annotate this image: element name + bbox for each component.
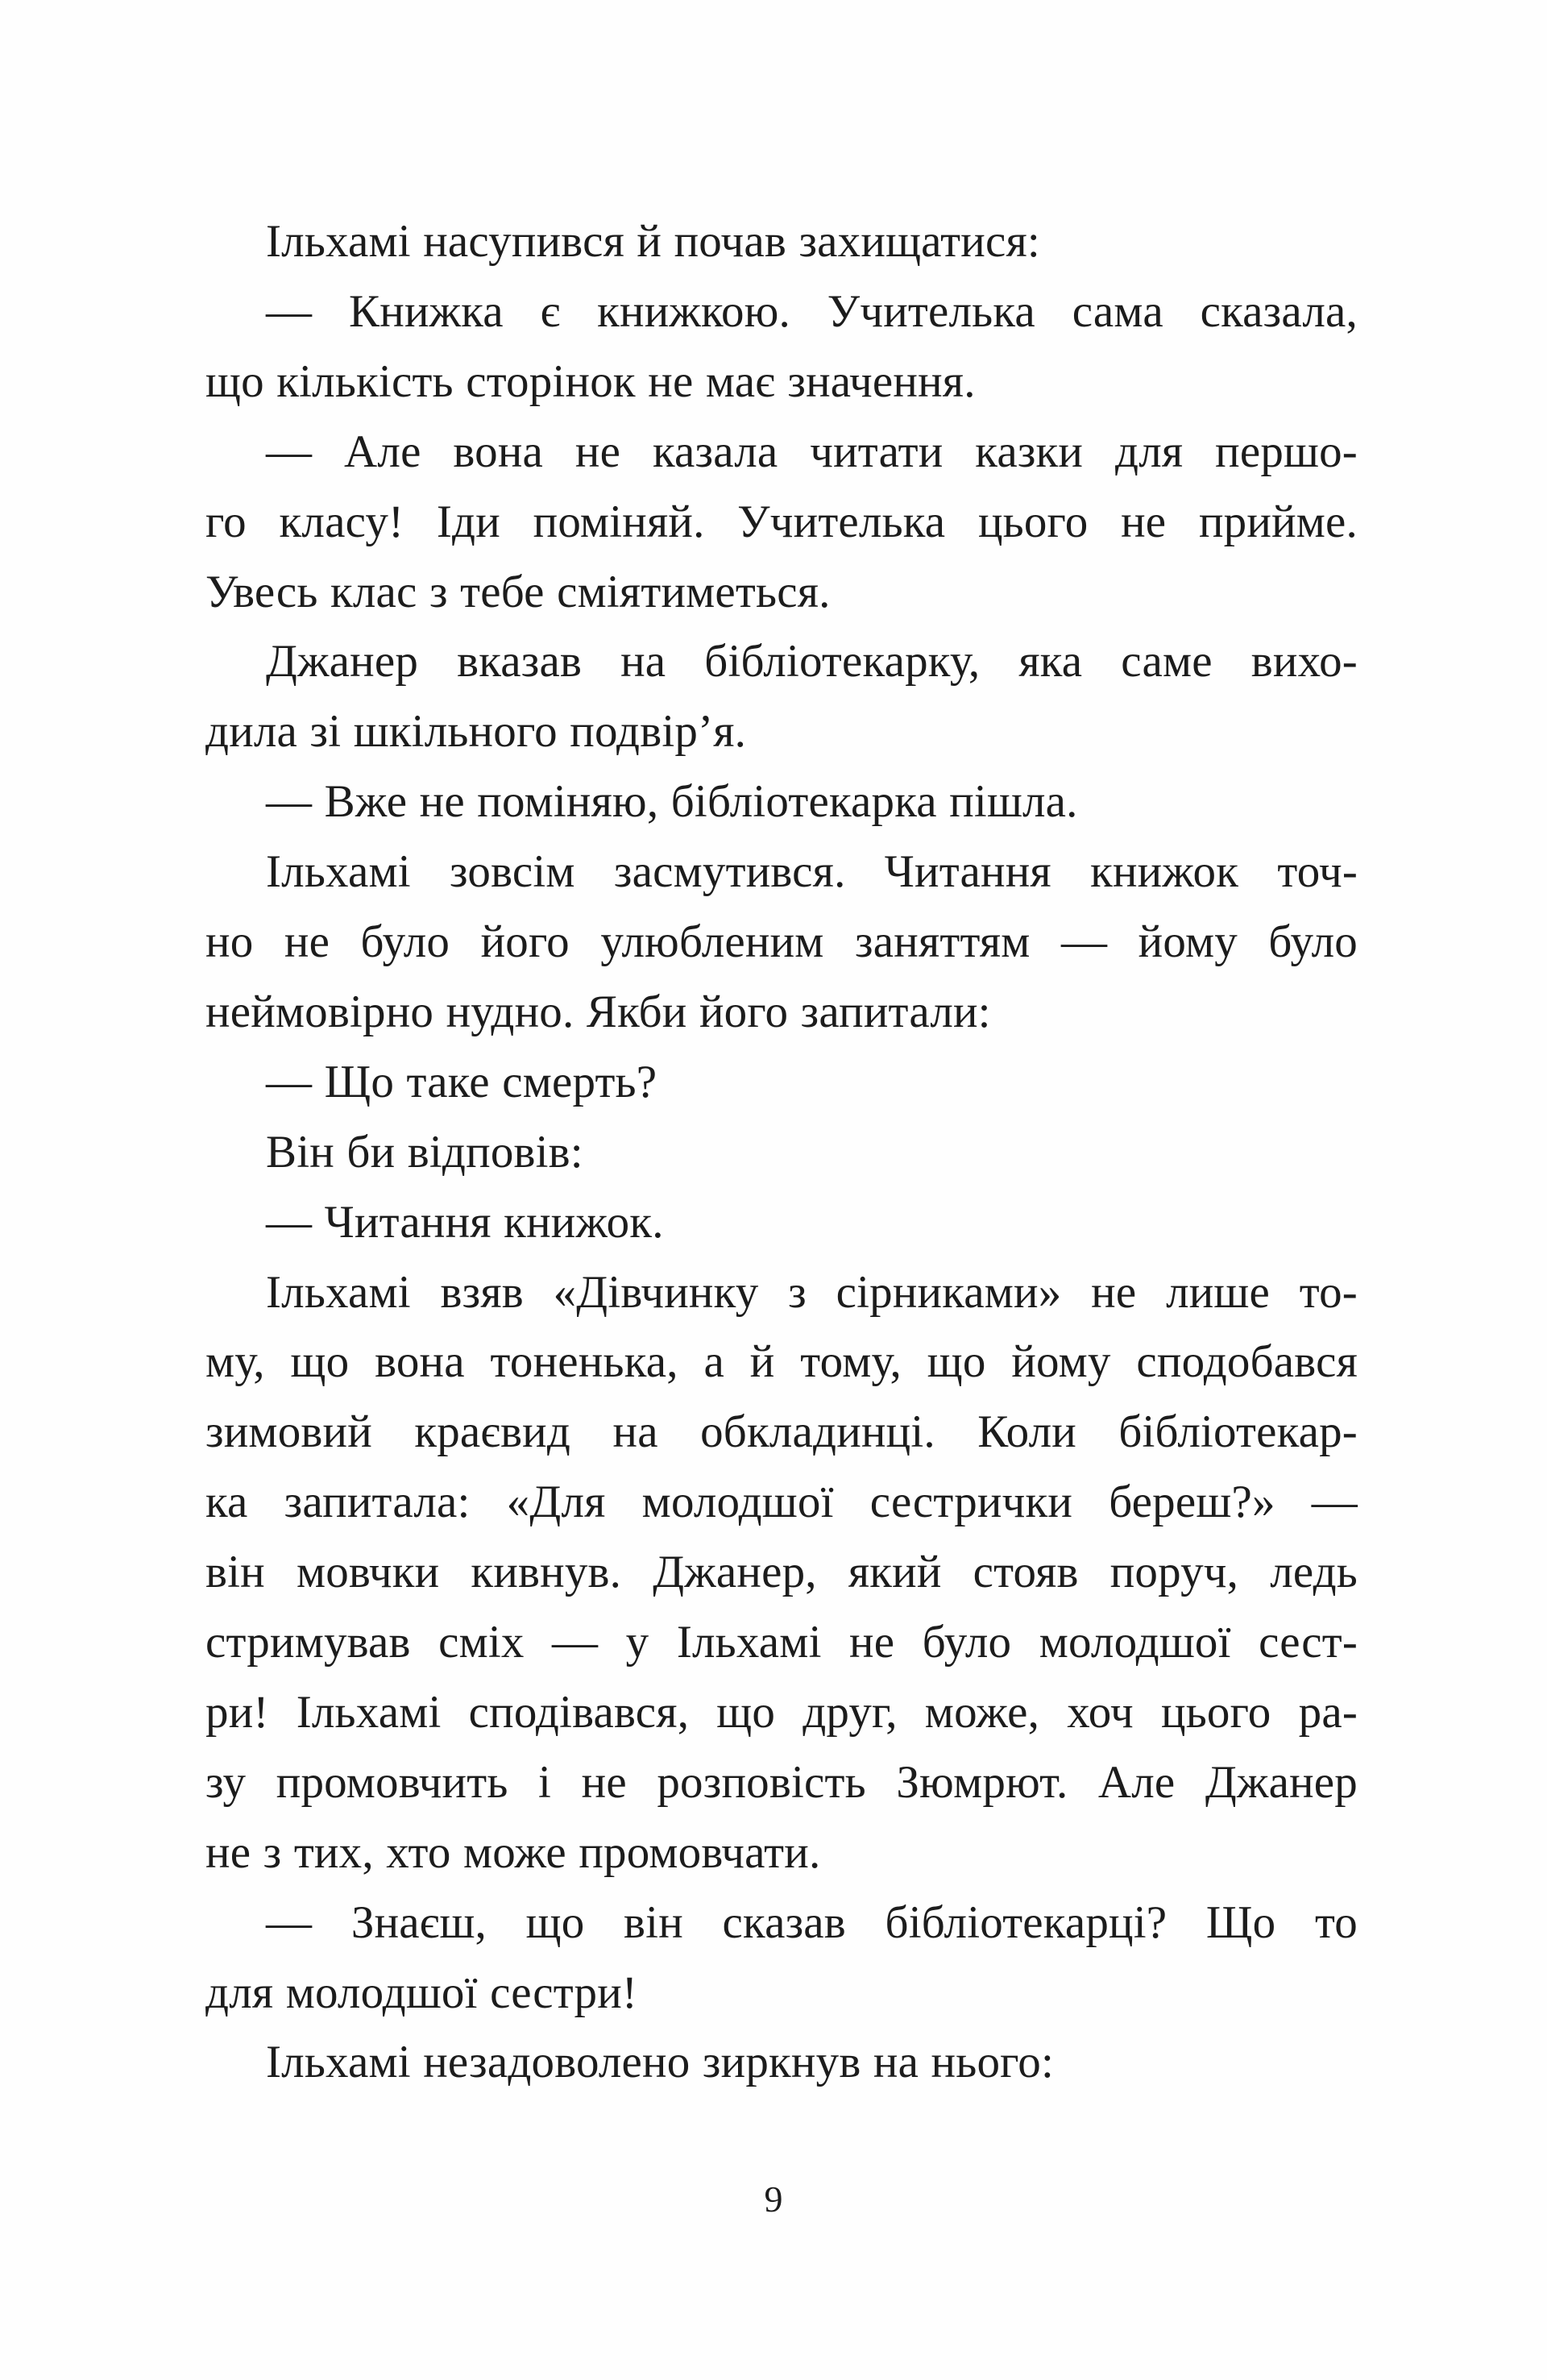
text-line: ка запитала: «Для молодшої сестрички береш?» — (205, 1477, 1358, 1528)
text-line: — Знаєш, що він сказав бібліотекарці? Що то (266, 1896, 1358, 1948)
text-line: — Читання книжок. (266, 1196, 664, 1248)
text-line: но не було його улюбленим заняттям — йому було (205, 916, 1358, 967)
text-line: стримував сміх — у Ільхамі не було молодшої сест- (205, 1617, 1358, 1668)
text-line: — Книжка є книжкою. Учителька сама сказала, (266, 285, 1358, 337)
text-line: що кількість сторінок не має значення. (205, 355, 976, 407)
text-line: Ільхамі зовсім засмутився. Читання книжок точ- (266, 846, 1358, 898)
text-line: — Вже не поміняю, бібліотекарка пішла. (266, 776, 1078, 828)
text-line: му, що вона тоненька, а й тому, що йому сподобався (205, 1336, 1358, 1388)
text-line: для молодшої сестри! (205, 1967, 638, 2018)
text-line: Увесь клас з тебе сміятиметься. (205, 566, 831, 617)
text-line: неймовірно нудно. Якби його запитали: (205, 986, 991, 1037)
text-line: Він би відповів: (266, 1126, 583, 1178)
text-line: зимовий краєвид на обкладинці. Коли бібліотекар- (205, 1406, 1358, 1458)
text-line: зу промовчить і не розповість Зюмрют. Але Джанер (205, 1756, 1358, 1808)
text-line: Ільхамі взяв «Дівчинку з сірниками» не лише то- (266, 1266, 1358, 1318)
text-line: він мовчки кивнув. Джанер, який стояв поруч, ледь (205, 1547, 1358, 1598)
text-line: го класу! Іди поміняй. Учителька цього не прийме. (205, 496, 1358, 547)
text-line: Ільхамі насупився й почав захищатися: (266, 216, 1040, 267)
text-line: — Що таке смерть? (266, 1056, 657, 1107)
text-line: не з тих, хто може промовчати. (205, 1826, 821, 1878)
text-line: Ільхамі незадоволено зиркнув на нього: (266, 2037, 1055, 2088)
text-line: ри! Ільхамі сподівався, що друг, може, хоч цього ра- (205, 1686, 1358, 1738)
text-line: — Але вона не казала читати казки для першо- (266, 426, 1358, 477)
text-line: дила зі шкільного подвір’я. (205, 706, 747, 758)
text-line: Джанер вказав на бібліотекарку, яка саме вихо- (266, 636, 1358, 687)
page-number: 9 (764, 2179, 783, 2220)
